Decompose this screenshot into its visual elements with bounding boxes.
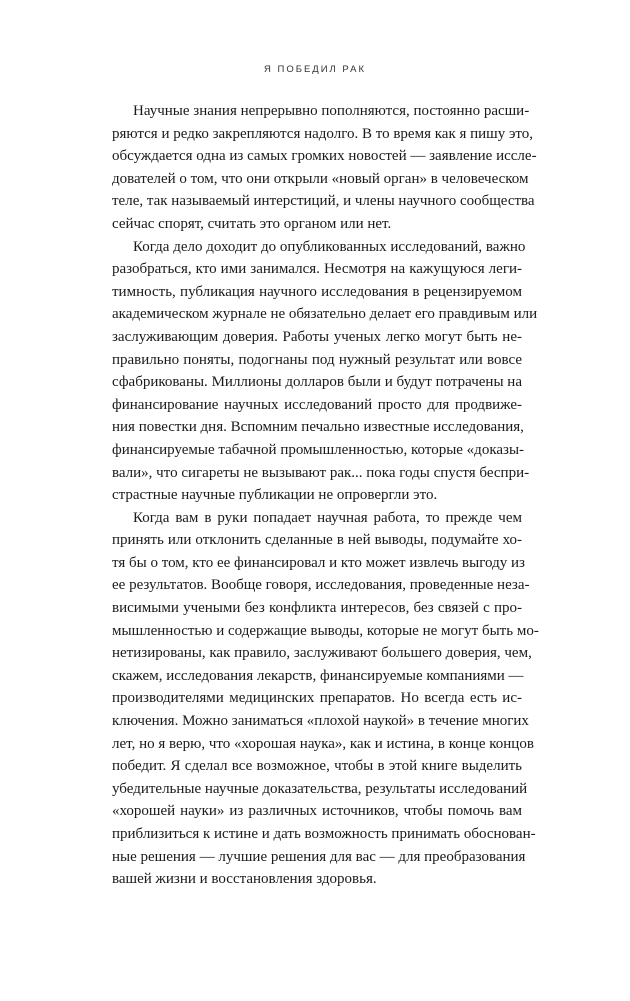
text-line: сейчас спорят, считать это органом или нет. [112,215,392,232]
text-line: скажем, исследования лекарств, финансируемые компаниями — [112,667,524,684]
paragraph-1 [112,100,537,236]
text-line: мышленностью и содержащие выводы, которые не могут быть мо- [112,622,539,639]
running-head: Я ПОБЕДИЛ РАК [264,64,366,75]
text-line: заслуживающим доверия. Работы ученых легко могут быть не- [112,328,522,345]
text-line: разобраться, кто ими занимался. Несмотря на кажущуюся леги- [112,261,522,278]
text-line: финансирование научных исследований просто для продвиже- [112,396,522,413]
body-text [112,100,539,891]
paragraph-3 [112,507,539,891]
text-line: вашей жизни и восстановления здоровья. [112,871,377,888]
text-line: Научные знания непрерывно пополняются, постоянно расши- [133,103,530,119]
text-line: лет, но я верю, что «хорошая наука», как и истина, в конце концов [112,735,534,752]
text-line: производителями медицинских препаратов. Но всегда есть ис- [112,690,522,707]
text-line: «хорошей науки» из различных источников, чтобы помочь вам [112,803,522,820]
text-line: ряются и редко закрепляются надолго. В то время как я пишу это, [112,125,534,142]
text-line: страстные научные публикации не опровергли это. [112,487,438,504]
text-line: академическом журнале не обязательно делает его правдивым или [112,306,538,323]
text-line: убедительные научные доказательства, результаты исследований [112,780,528,797]
text-line: Когда вам в руки попадает научная работа, то прежде чем [133,509,522,526]
text-line: дователей о том, что они открыли «новый орган» в человеческом [112,170,529,187]
text-line: Когда дело доходит до опубликованных исследований, важно [133,238,526,255]
text-line: теле, так называемый интерстиций, и члены научного сообщества [112,193,535,210]
text-line: тя бы о том, кто ее финансировал и кто может извлечь выгоду из [112,554,525,571]
text-line: ния повестки дня. Вспомним печально известные исследования, [112,419,524,436]
text-line: ее результатов. Вообще говоря, исследования, проведенные неза- [112,577,530,594]
text-line: приблизиться к истине и дать возможность принимать обоснован- [112,826,536,842]
text-line: вали», что сигареты не вызывают рак... пока годы спустя беспри- [112,464,530,481]
paragraph-2 [112,236,538,507]
text-line: правильно поняты, подогнаны под нужный результат или вовсе [112,351,522,368]
text-line: нетизированы, как правило, заслуживают большего доверия, чем, [112,645,532,662]
text-line: ключения. Можно заниматься «плохой наукой» в течение многих [112,713,529,730]
text-line: тимность, публикация научного исследования в рецензируемом [112,283,522,300]
text-line: ные решения — лучшие решения для вас — для преобразования [112,848,526,865]
text-line: финансируемые табачной промышленностью, которые «доказы- [112,441,525,458]
text-line: висимыми учеными без конфликта интересов, без связей с про- [112,600,522,617]
text-line: принять или отклонить сделанные в ней выводы, подумайте хо- [112,532,522,549]
text-line: обсуждается одна из самых громких новостей — заявление иссле- [112,148,537,165]
text-line: сфабрикованы. Миллионы долларов были и будут потрачены на [112,374,522,391]
text-line: победит. Я сделал все возможное, чтобы в этой книге выделить [112,758,522,775]
